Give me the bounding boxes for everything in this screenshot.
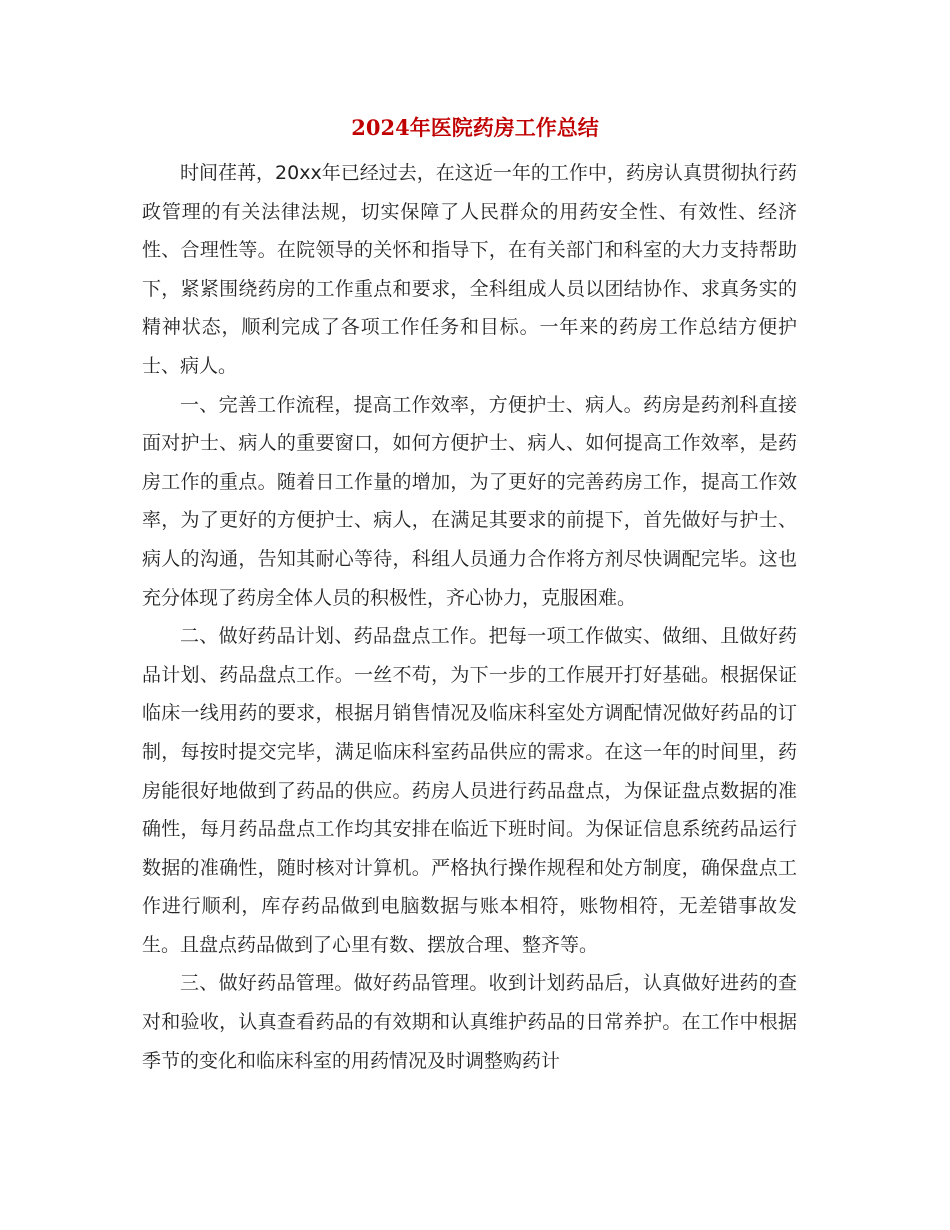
paragraph-section-3: 三、做好药品管理。做好药品管理。收到计划药品后，认真做好进药的查对和验收，认真查看药品的有效期和认真维护药品的日常养护。在工作中根据季节的变化和临床科室的用药情况及时调整购药计 bbox=[142, 972, 797, 1072]
document-body bbox=[142, 154, 797, 1080]
paragraph-section-2: 二、做好药品计划、药品盘点工作。把每一项工作做实、做细、且做好药品计划、药品盘点工作。一丝不苟，为下一步的工作展开打好基础。根据保证临床一线用药的要求，根据月销售情况及临床科室处方调配情况做好药品的订制，每按时提交完毕，满足临床科室药品供应的需求。在这一年的时间里，药房能很好地做到了药品的供应。药房人员进行药品盘点，为保证盘点数据的准确性，每月药品盘点工作均其安排在临近下班时间。为保证信息系统药品运行数据的准确性，随时核对计算机。严格执行操作规程和处方制度，确保盘点工作进行顺利，库存药品做到电脑数据与账本相符，账物相符，无差错事故发生。且盘点药品做到了心里有数、摆放合理、整齐等。 bbox=[142, 625, 797, 956]
paragraph-section-1: 一、完善工作流程，提高工作效率，方便护士、病人。药房是药剂科直接面对护士、病人的重要窗口，如何方便护士、病人、如何提高工作效率，是药房工作的重点。随着日工作量的增加，为了更好的完善药房工作，提高工作效率，为了更好的方便护士、病人，在满足其要求的前提下，首先做好与护士、病人的沟通，告知其耐心等待，科组人员通力合作将方剂尽快调配完毕。这也充分体现了药房全体人员的积极性，齐心协力，克服困难。 bbox=[142, 393, 797, 609]
paragraph-intro: 时间荏苒，20xx年已经过去，在这近一年的工作中，药房认真贯彻执行药政管理的有关法律法规，切实保障了人民群众的用药安全性、有效性、经济性、合理性等。在院领导的关怀和指导下，在有关部门和科室的大力支持帮助下，紧紧围绕药房的工作重点和要求，全科组成人员以团结协作、求真务实的精神状态，顺利完成了各项工作任务和目标。一年来的药房工作总结方便护士、病人。 bbox=[142, 162, 797, 377]
document-title: 2024年医院药房工作总结 bbox=[351, 115, 599, 140]
